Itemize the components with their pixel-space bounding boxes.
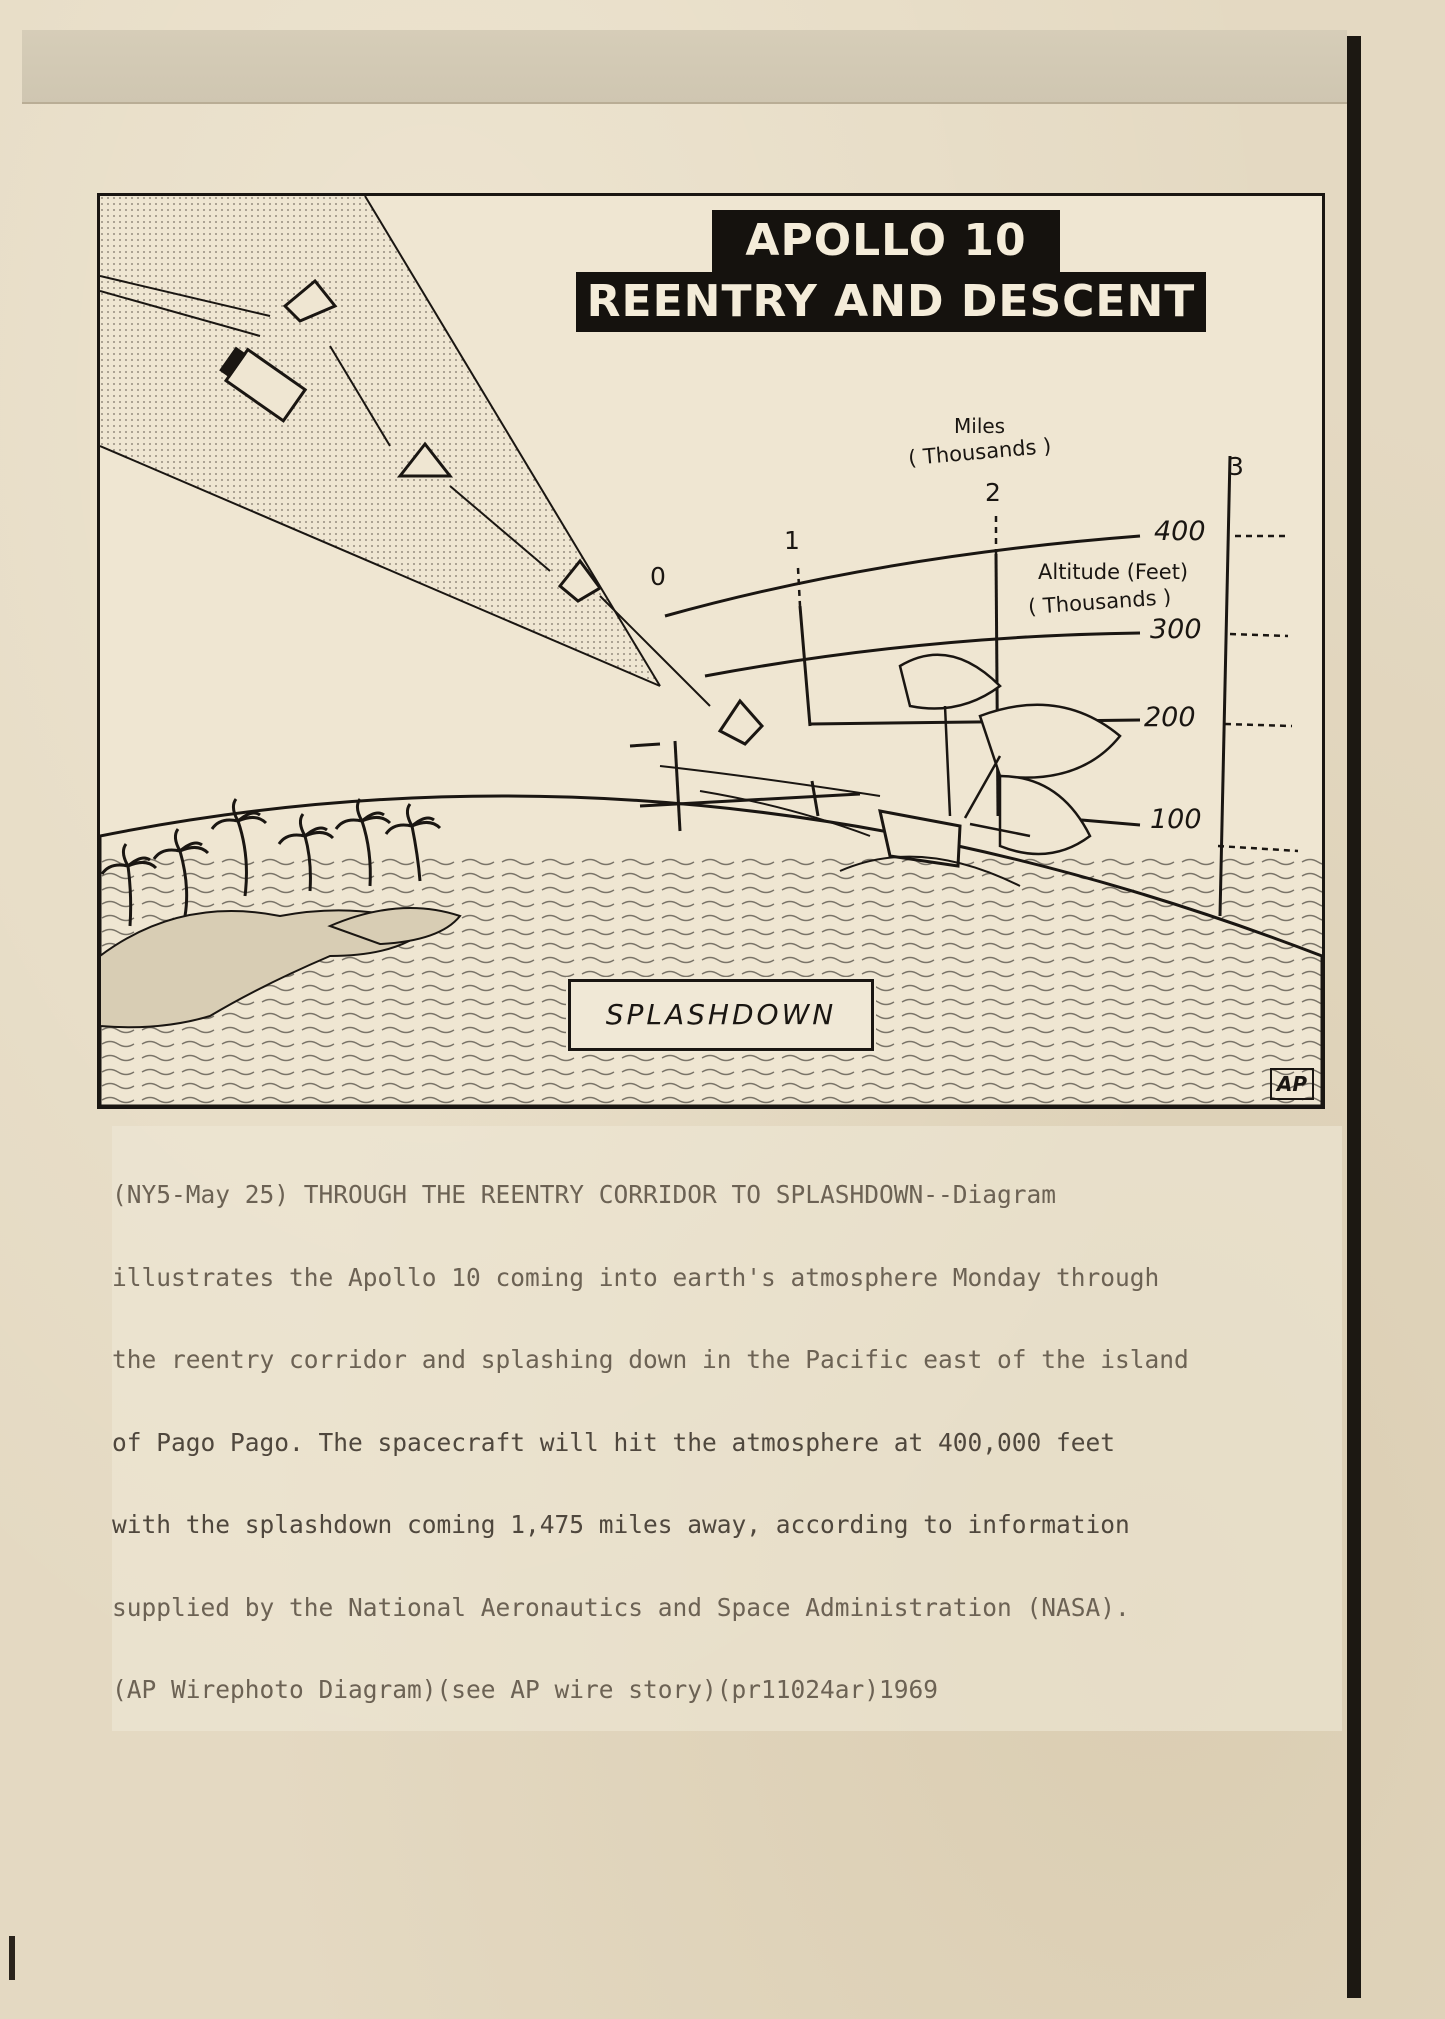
altitude-tick-400: 400: [1154, 516, 1206, 547]
caption-line: the reentry corridor and splashing down in the Pacific east of the island: [112, 1345, 1189, 1374]
reentry-corridor: [100, 196, 660, 686]
diagram-artwork: [100, 196, 1322, 1106]
reentry-diagram: [97, 193, 1325, 1109]
caption-line: supplied by the National Aeronautics and Space Administration (NASA).: [112, 1592, 1130, 1622]
miles-unit-label: ( Thousands ): [907, 433, 1053, 471]
altitude-tick-100: 100: [1150, 804, 1202, 835]
title-line2: REENTRY AND DESCENT: [576, 272, 1206, 332]
photo-caption: [112, 1126, 1342, 1731]
altitude-unit-label: ( Thousands ): [1027, 585, 1173, 619]
splashdown-label: SPLASHDOWN: [568, 979, 874, 1051]
caption-line: with the splashdown coming 1,475 miles away, according to information: [112, 1510, 1130, 1539]
miles-label: Miles: [954, 414, 1006, 438]
right-border-rule: [1347, 36, 1361, 1998]
left-edge-mark: [9, 1936, 15, 1980]
mile-tick-0: 0: [650, 562, 666, 591]
altitude-label: Altitude (Feet): [1038, 560, 1189, 584]
caption-line: of Pago Pago. The spacecraft will hit the atmosphere at 400,000 feet: [112, 1427, 1116, 1457]
caption-line: illustrates the Apollo 10 coming into earth's atmosphere Monday through: [112, 1262, 1160, 1292]
caption-line: (NY5-May 25) THROUGH THE REENTRY CORRIDOR TO SPLASHDOWN--Diagram: [112, 1180, 1057, 1209]
title-line1: APOLLO 10: [712, 210, 1060, 272]
top-paper-strip: [22, 30, 1347, 104]
altitude-tick-300: 300: [1150, 614, 1202, 645]
caption-line: (AP Wirephoto Diagram)(see AP wire story)(pr11024ar)1969: [112, 1675, 939, 1704]
ap-logo: AP: [1270, 1068, 1314, 1100]
mile-tick-2: 2: [985, 478, 1001, 507]
mile-tick-1: 1: [784, 526, 800, 555]
mile-tick-3: 3: [1228, 452, 1244, 481]
altitude-tick-200: 200: [1144, 702, 1196, 733]
